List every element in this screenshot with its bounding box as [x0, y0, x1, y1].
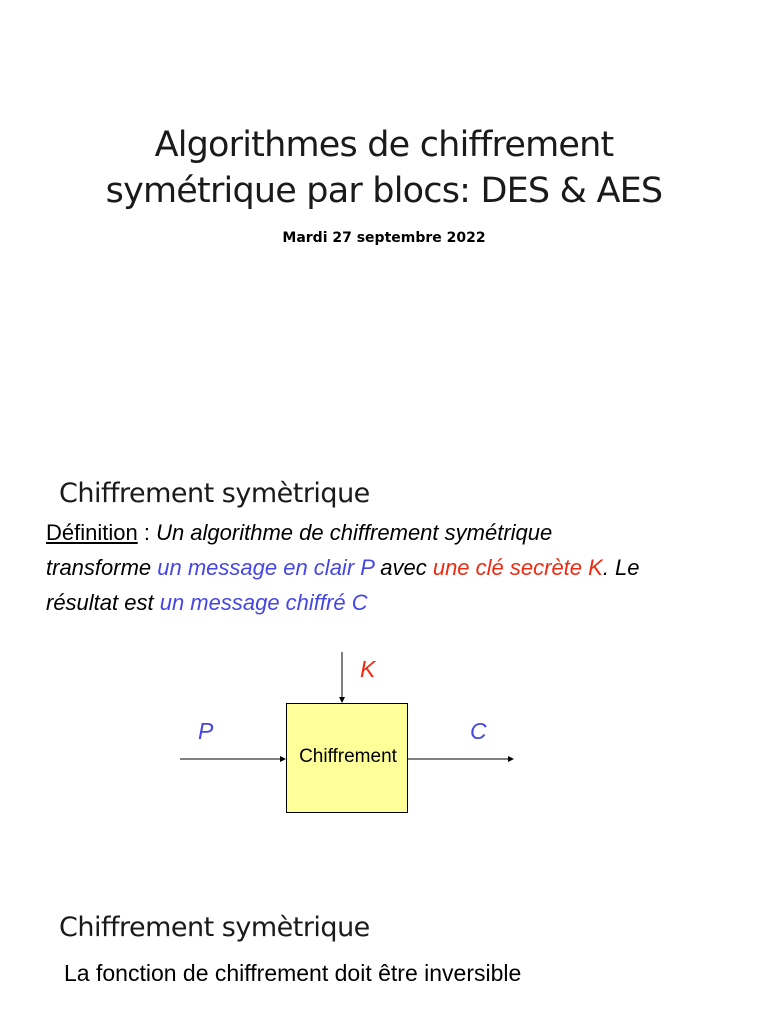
definition-paragraph: [46, 515, 706, 620]
title-line-2: symétrique par blocs: DES & AES: [105, 171, 663, 211]
date-subtitle: Mardi 27 septembre 2022: [282, 230, 486, 246]
definition-ciphertext: un message chiffré C: [159, 590, 368, 615]
key-label: K: [360, 656, 376, 682]
definition-part-1: Un algorithme de chiffrement symétrique: [156, 520, 553, 545]
invertibility-sentence: La fonction de chiffrement doit être inversible: [64, 960, 522, 986]
plaintext-label: P: [198, 718, 214, 744]
section-1-heading: Chiffrement symètrique: [59, 478, 370, 509]
section-2-heading: Chiffrement symètrique: [59, 912, 370, 943]
page-title: [0, 122, 768, 214]
title-line-1: Algorithmes de chiffrement: [154, 125, 614, 165]
definition-part-3: avec: [374, 555, 433, 580]
ciphertext-label: C: [470, 718, 487, 744]
definition-key: une clé secrète K: [432, 555, 603, 580]
definition-plaintext: un message en clair P: [157, 555, 375, 580]
definition-separator: :: [137, 520, 157, 545]
definition-label: Définition: [46, 520, 138, 545]
definition-part-2: transforme: [46, 555, 158, 580]
definition-part-4: . Le résultat est: [46, 555, 640, 615]
cipher-box-label: Chiffrement: [299, 746, 397, 767]
